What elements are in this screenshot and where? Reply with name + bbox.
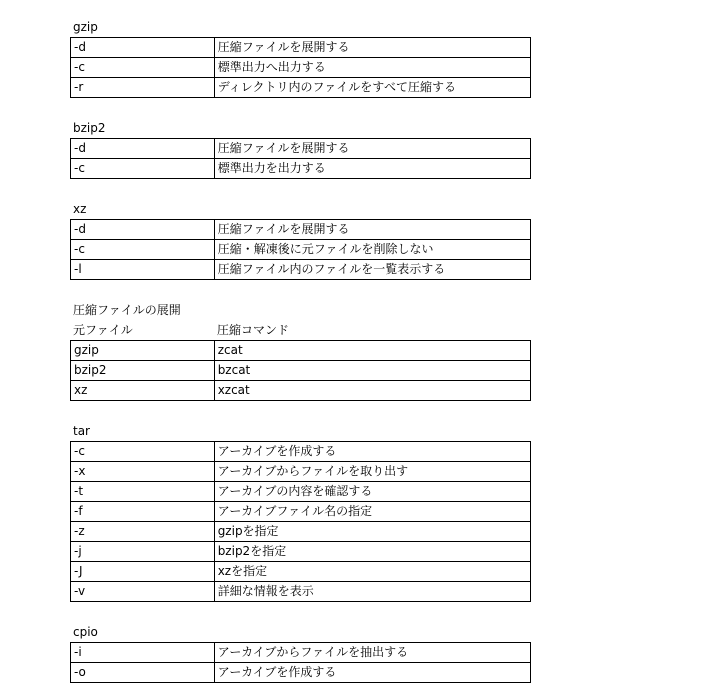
- description-cell[interactable]: 圧縮ファイルを展開する: [215, 139, 531, 159]
- description-cell[interactable]: xzを指定: [215, 562, 531, 582]
- description-cell[interactable]: ディレクトリ内のファイルをすべて圧縮する: [215, 78, 531, 98]
- option-cell[interactable]: -o: [71, 663, 215, 683]
- option-cell[interactable]: -f: [71, 502, 215, 522]
- table-row: [71, 643, 531, 663]
- table-row: [71, 361, 531, 381]
- table-row: [71, 562, 531, 582]
- option-cell[interactable]: -c: [71, 442, 215, 462]
- table-row: [71, 542, 531, 562]
- description-cell[interactable]: bzip2を指定: [215, 542, 531, 562]
- source-cell[interactable]: gzip: [71, 341, 215, 361]
- table-row: [71, 341, 531, 361]
- section-title: gzip: [73, 20, 98, 34]
- column-header-row: [70, 320, 531, 340]
- expand-commands-table: [70, 340, 531, 401]
- table-row: [71, 58, 531, 78]
- description-cell[interactable]: 詳細な情報を表示: [215, 582, 531, 602]
- blank-row: [70, 280, 531, 300]
- blank-row: [70, 401, 531, 421]
- spreadsheet: [70, 17, 531, 683]
- section-title-gzip: [70, 17, 531, 37]
- description-cell[interactable]: gzipを指定: [215, 522, 531, 542]
- source-cell[interactable]: bzip2: [71, 361, 215, 381]
- section-title: 圧縮ファイルの展開: [73, 303, 181, 317]
- option-cell[interactable]: -J: [71, 562, 215, 582]
- cpio-options-table: [70, 642, 531, 683]
- description-cell[interactable]: 圧縮ファイルを展開する: [215, 38, 531, 58]
- option-cell[interactable]: -i: [71, 643, 215, 663]
- option-cell[interactable]: -c: [71, 58, 215, 78]
- blank-row: [70, 602, 531, 622]
- option-cell[interactable]: -d: [71, 220, 215, 240]
- column-header-source: 元ファイル: [73, 323, 133, 337]
- option-cell[interactable]: -z: [71, 522, 215, 542]
- table-row: [71, 78, 531, 98]
- description-cell[interactable]: 標準出力へ出力する: [215, 58, 531, 78]
- command-cell[interactable]: zcat: [215, 341, 531, 361]
- table-row: [71, 139, 531, 159]
- table-row: [71, 462, 531, 482]
- source-cell[interactable]: xz: [71, 381, 215, 401]
- option-cell[interactable]: -x: [71, 462, 215, 482]
- section-title-bzip2: [70, 118, 531, 138]
- option-cell[interactable]: -d: [71, 139, 215, 159]
- table-row: [71, 381, 531, 401]
- option-cell[interactable]: -d: [71, 38, 215, 58]
- option-cell[interactable]: -t: [71, 482, 215, 502]
- option-cell[interactable]: -v: [71, 582, 215, 602]
- description-cell[interactable]: 標準出力を出力する: [215, 159, 531, 179]
- bzip2-options-table: [70, 138, 531, 179]
- section-title: cpio: [73, 625, 98, 639]
- table-row: [71, 582, 531, 602]
- section-title: tar: [73, 424, 90, 438]
- command-cell[interactable]: bzcat: [215, 361, 531, 381]
- table-row: [71, 159, 531, 179]
- table-row: [71, 38, 531, 58]
- table-row: [71, 663, 531, 683]
- description-cell[interactable]: 圧縮・解凍後に元ファイルを削除しない: [215, 240, 531, 260]
- section-title-tar: [70, 421, 531, 441]
- section-title-expand: [70, 300, 531, 320]
- section-title-cpio: [70, 622, 531, 642]
- description-cell[interactable]: アーカイブファイル名の指定: [215, 502, 531, 522]
- description-cell[interactable]: 圧縮ファイル内のファイルを一覧表示する: [215, 260, 531, 280]
- gzip-options-table: [70, 37, 531, 98]
- section-title: bzip2: [73, 121, 106, 135]
- option-cell[interactable]: -c: [71, 240, 215, 260]
- option-cell[interactable]: -r: [71, 78, 215, 98]
- option-cell[interactable]: -c: [71, 159, 215, 179]
- table-row: [71, 442, 531, 462]
- description-cell[interactable]: アーカイブからファイルを取り出す: [215, 462, 531, 482]
- command-cell[interactable]: xzcat: [215, 381, 531, 401]
- table-row: [71, 240, 531, 260]
- column-header-command: 圧縮コマンド: [217, 323, 290, 337]
- section-title: xz: [73, 202, 87, 216]
- description-cell[interactable]: 圧縮ファイルを展開する: [215, 220, 531, 240]
- description-cell[interactable]: アーカイブからファイルを抽出する: [215, 643, 531, 663]
- tar-options-table: [70, 441, 531, 602]
- table-row: [71, 482, 531, 502]
- xz-options-table: [70, 219, 531, 280]
- section-title-xz: [70, 199, 531, 219]
- description-cell[interactable]: アーカイブの内容を確認する: [215, 482, 531, 502]
- blank-row: [70, 179, 531, 199]
- table-row: [71, 260, 531, 280]
- blank-row: [70, 98, 531, 118]
- option-cell[interactable]: -j: [71, 542, 215, 562]
- table-row: [71, 220, 531, 240]
- table-row: [71, 502, 531, 522]
- description-cell[interactable]: アーカイブを作成する: [215, 442, 531, 462]
- option-cell[interactable]: -l: [71, 260, 215, 280]
- table-row: [71, 522, 531, 542]
- description-cell[interactable]: アーカイブを作成する: [215, 663, 531, 683]
